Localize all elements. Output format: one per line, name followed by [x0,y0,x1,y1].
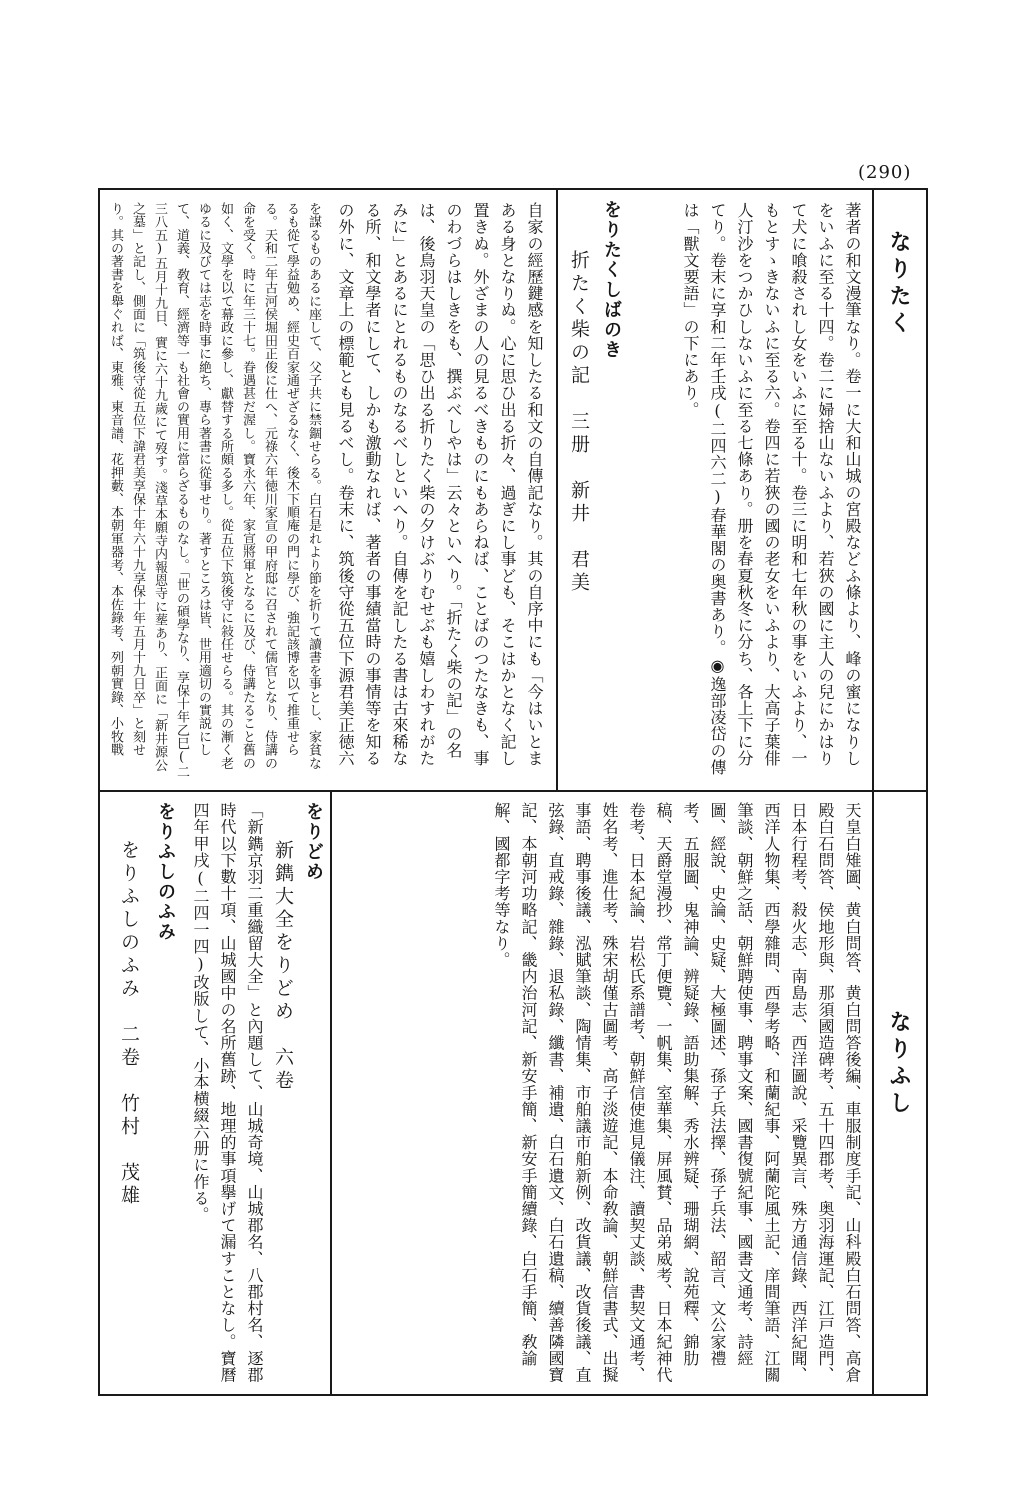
running-head-lower: なりふし [886,1010,912,1118]
entry-title-oritakushibanoki: 折たく柴の記 三册 新井 君美 [568,250,590,595]
page-number: (290) [858,162,912,183]
entry-heading-oritakushibanoki: をりたくしばのき [601,200,622,360]
section-divider-upper [556,188,558,790]
entry-title-orifushinofumi: をりふしのふみ 二卷 竹村 茂雄 [118,840,140,1208]
entry-heading-woridome: をりどめ [303,802,324,882]
entry-title-woridome: 新鐫大全をりどめ 六卷 [272,840,294,1093]
middle-rule [98,790,928,792]
biography-continuation-block: を謀るものあるに座して、父子共に禁錮せらる。白石是れより節を折りて讀書を事とし、家貧なるも從て學益勉め、經史百家通ぜざるなく、後木下順庵の門に學び、強記該博を以て推重せらる。天和二年古河侯堀田正俊に仕へ、元祿六年徳川家宣の甲府邸に召されて儒官となり、侍講の命を受く。時に年三十七。眷遇甚だ渥し。寶永六年、家宣將軍となるに及び、侍講たること舊の如く、文學を以て幕政に參し、獻替する所頗る多し。從五位下筑後守に敍任せらる。其の漸く老ゆるに及びては志を時事に絶ち、專ら著書に從事せり。著すところは皆、世用適切の實説にして、道義、敎育、經濟等一も社會の實用に當らざるものなし。「世の碩學なり、享保十年乙巳(二三八五)五月十九日、實に六十九歲にて歿す。淺草本願寺内報恩寺に塟あり、正面に「新井源公之墓」と記し、側面に「筑後守從五位下諱君美享保十年六十九享保十年五月十九日卒」と刻せり。其の著書を舉ぐれば、東雅、東音譜、花押藪、本朝軍器考、本佐錄考、列朝實錄、小牧戰 [108,202,321,779]
header-rule-upper [872,188,874,790]
entry-body-woridome: 「新鐫京羽二重織留大全」と內題して、山城奇境、山城郡名、八郡村名、逐郡時代以下數十項、山城國中の名所舊跡、地理的事項擧げて漏すことなし。寶曆四年甲戌(二四一四)改版して、小本横綴六册に作る。 [191,802,264,1383]
section-divider-lower [330,792,332,1396]
header-rule-lower [872,792,874,1396]
upper-right-text-block: 著者の和文漫筆なり。卷一に大和山城の宮殿などふ條より、峰の蜜になりしをいふに至る十四。卷二に婦捨山ないふより、若狹の國に主人の兒にかはりて犬に喰殺されし女をいふに至る十。卷三に明和七年秋の事をいふより、一もとすゝきないふに至る六。卷四に若狹の國の老女をいふより、大高子葉俳人汀沙をつかひしないふに至る七條あり。册を春夏秋冬に分ち、各上下に分てり。卷末に享和二年壬戌(二四六二)春華閣の奥書あり。◉逸部凌岱の傳は「獸文要語」の下にあり。 [681,202,862,776]
running-head-upper: なりたく [886,230,912,338]
entry-body-oritakushibanoki: 自家の經歷鍵感を知したる和文の自傳記なり。其の自序中にも「今はいとまある身となりぬ。心に思ひ出る折々、過ぎにし事ども、そこはかとなく記し置きぬ。外ざまの人の見るべきものにもあらねば、ことばのつたなきも、事のわづらはしきをも、撰ぶべしやは」云々といへり。「折たく柴の記」の名は、後鳥羽天皇の「思ひ出る折りたく柴の夕けぶりむせぶも嬉しわすれがたみに」とあるにとれるものなるべしといへり。自傳を記したる書は古來稀なる所、和文學者にして、しかも激動なれば、著者の事績當時の事情等を知るの外に、文章上の標範とも見るべし。卷末に、筑後守從五位下源君美正徳六 [336,202,544,767]
entry-heading-orifushinofumi: をりふしのふみ [155,802,176,942]
lower-right-text-block: 天皇白雉圖、黄白問答、黄白問答後編、車服制度手記、山科殿白石問答、高倉殿白石問答、侯地形與、那須國造碑考、五十四郡考、奥羽海運記、江戸造門、日本行程考、殺火志、南島志、西洋圖說、采覽異言、殊方通信錄、西洋紀聞、西洋人物集、西學雜問、西學考略、和蘭紀事、阿蘭陀風土記、庠間筆語、江關筆談、朝鮮之話、朝鮮聘使事、聘事文案、國書復號紀事、國書文通考、詩經圖、經說、史論、史疑、大極圖述、孫子兵法擇、孫子兵法、韶言、文公家禮考、五服圖、鬼神論、辨疑錄、語助集解、秀水辨疑、珊瑚網、說苑釋、錦肋稿、天爵堂漫抄、常丁便覽、一帆集、室華集、屏風賛、品弟威考、日本紀神代卷考、日本紀論、岩松氏系譜考、朝鮮信使進見儀注、讀契丈談、書契文通考、姓名考、進仕考、殊宋胡僅古圖考、高子淡遊記、本命敎論、朝鮮信書式、出擬事語、聘事後議、泓賦筆談、陶情集、市舶議市舶新例、改貨議、改貨後議、直弦錄、直戒錄、雜錄、退私錄、纖書、補遺、白石遺文、白石遺稿、續善隣國寶記、本朝河功略記、畿内治河記、新安手簡、新安手簡續錄、白石手簡、敎諭解、國都字考等なり。 [492,802,862,1383]
